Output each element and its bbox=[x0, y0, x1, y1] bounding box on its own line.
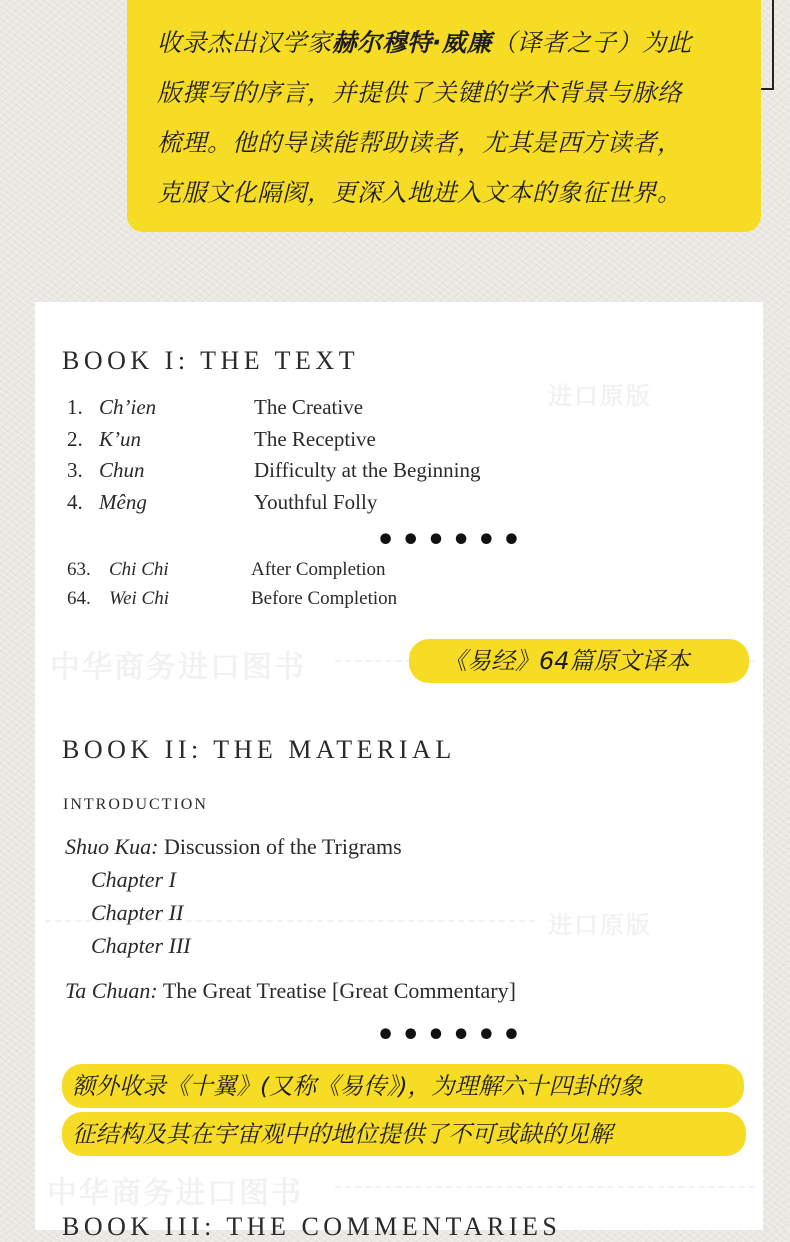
frame-border-vertical bbox=[772, 0, 774, 90]
contents-page bbox=[35, 302, 763, 1241]
toc-entry: 4. Mêng Youthful Folly bbox=[67, 490, 378, 514]
callout-line-2: 版撰写的序言，并提供了关键的学术背景与脉络 bbox=[157, 78, 682, 107]
toc-entry: 64. Wei Chi Before Completion bbox=[67, 588, 398, 609]
watermark-tag: 进口原版 bbox=[548, 911, 652, 939]
toc-entry: 2. K’un The Receptive bbox=[67, 427, 376, 451]
toc-entry: 3. Chun Difficulty at the Beginning bbox=[67, 458, 481, 482]
book-2-heading: BOOK II: THE MATERIAL bbox=[62, 735, 456, 764]
ta-chuan-entry: Ta Chuan: The Great Treatise [Great Commentary] bbox=[65, 978, 516, 1003]
toc-entry: 63. Chi Chi After Completion bbox=[67, 559, 386, 580]
callout-line-3: 梳理。他的导读能帮助读者，尤其是西方读者， bbox=[157, 128, 682, 157]
intro-callout bbox=[127, 0, 761, 232]
chapter-entry: Chapter III bbox=[91, 933, 191, 958]
watermark-brand: 中华商务进口图书 bbox=[50, 650, 306, 685]
ellipsis-dots: •••••• bbox=[376, 523, 528, 558]
book-1-heading: BOOK I: THE TEXT bbox=[62, 346, 360, 375]
ellipsis-dots: •••••• bbox=[376, 1018, 528, 1053]
callout-line-4: 克服文化隔阂，更深入地进入文本的象征世界。 bbox=[157, 178, 682, 207]
watermark-brand: 中华商务进口图书 bbox=[47, 1176, 303, 1211]
book-3-heading: BOOK III: THE COMMENTARIES bbox=[62, 1212, 562, 1241]
shuo-kua-entry: Shuo Kua: Discussion of the Trigrams bbox=[65, 834, 402, 859]
book-1-label: 《易经》64篇原文译本 bbox=[409, 639, 749, 683]
watermark-divider bbox=[335, 1186, 755, 1188]
toc-entry: 1. Ch’ien The Creative bbox=[67, 395, 364, 419]
book-2-label-line-1: 额外收录《十翼》(又称《易传》)，为理解六十四卦的象 bbox=[62, 1064, 744, 1108]
chapter-entry: Chapter I bbox=[91, 867, 176, 892]
introduction-label: INTRODUCTION bbox=[63, 796, 208, 813]
chapter-entry: Chapter II bbox=[91, 900, 184, 925]
book-2-label-line-2: 征结构及其在宇宙观中的地位提供了不可或缺的见解 bbox=[62, 1112, 746, 1156]
callout-line-1: 收录杰出汉学家赫尔穆特·威廉（译者之子）为此 bbox=[157, 28, 692, 57]
author-name: 赫尔穆特·威廉 bbox=[332, 28, 492, 57]
watermark-tag: 进口原版 bbox=[548, 382, 652, 410]
